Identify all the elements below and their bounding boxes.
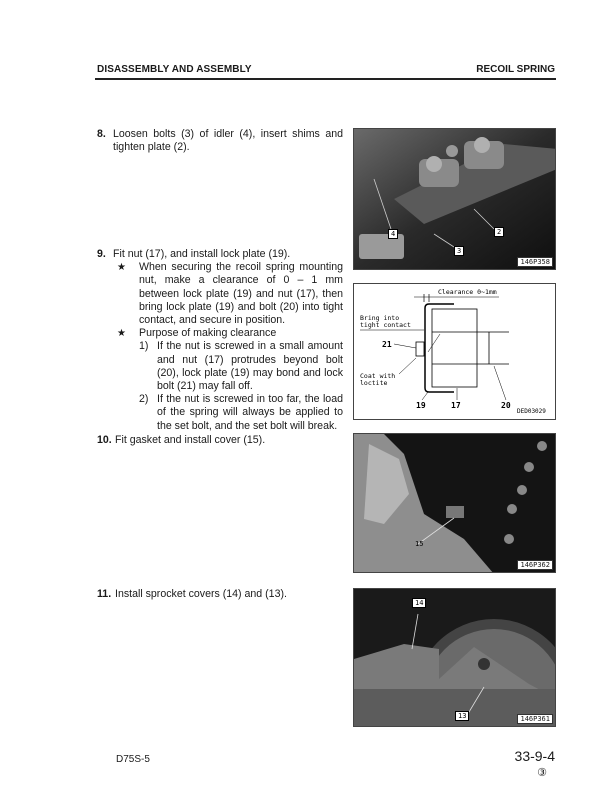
coat-annotation-2: loctite: [360, 379, 388, 387]
note: [97, 261, 343, 327]
step-text: Install sprocket covers (14) and (13).: [115, 588, 287, 600]
figure-id: DED03029: [517, 408, 546, 415]
item-text: If the nut is screwed in a small amount and nut (17) protrudes beyond bolt (20), lock plate (19) may bond and lock bolt (21) may fall off.: [157, 340, 343, 393]
step-8: [97, 128, 347, 154]
header-section: DISASSEMBLY AND ASSEMBLY: [97, 64, 252, 75]
clearance-annotation: Clearance 0~1mm: [438, 288, 497, 296]
footer-page-number: 33-9-4: [514, 748, 555, 764]
part-label: 4: [388, 229, 398, 239]
part-19: 19: [416, 401, 426, 410]
figure-id: 146P358: [517, 257, 553, 267]
photo-sprocket-image: [354, 589, 556, 727]
bring-annotation-2: tight contact: [360, 321, 411, 329]
star-icon: ★: [117, 328, 126, 340]
part-label: 15: [415, 540, 424, 548]
step-9: [97, 248, 347, 432]
step-text: Loosen bolts (3) of idler (4), insert shims and tighten plate (2).: [113, 128, 343, 154]
figure-diagram-clearance: [353, 283, 556, 420]
figure-photo-sprocket: [353, 588, 556, 727]
step-number: 9.: [97, 248, 106, 260]
part-label: 14: [412, 598, 426, 608]
photo-cover-image: [354, 434, 556, 573]
part-label: 13: [455, 711, 469, 721]
step-number: 10.: [97, 434, 112, 446]
step-11: [97, 588, 347, 601]
step-text: Fit nut (17), and install lock plate (19).: [113, 248, 291, 260]
clearance-diagram: [354, 284, 556, 420]
step-number: 8.: [97, 128, 106, 140]
footer-model: D75S-5: [116, 754, 150, 765]
footer-revision: ③: [537, 767, 547, 779]
step-10: [97, 434, 347, 447]
figure-id: 146P362: [517, 560, 553, 570]
part-label: 2: [494, 227, 504, 237]
part-21: 21: [382, 340, 392, 349]
header-rule: [95, 78, 556, 80]
figure-photo-cover: [353, 433, 556, 573]
part-20: 20: [501, 401, 511, 410]
bring-annotation-1: Bring into: [360, 314, 400, 322]
note-item: [139, 393, 343, 433]
part-17: 17: [451, 401, 461, 410]
item-number: 2): [139, 393, 149, 406]
note-text: When securing the recoil spring mounting nut, make a clearance of 0 – 1 mm between lock plate (19) and nut (17), then bring lock plate (19) and bolt (20) into tight contact, and secure in position.: [139, 261, 343, 327]
star-icon: ★: [117, 262, 126, 274]
step-text: Fit gasket and install cover (15).: [115, 434, 266, 446]
note-item: [139, 340, 343, 393]
item-text: If the nut is screwed in too far, the load of the spring will always be applied to the set bolt, and the set bolt will break.: [157, 393, 343, 432]
note-text: Purpose of making clearance: [139, 327, 277, 340]
step-number: 11.: [97, 588, 112, 600]
header-topic: RECOIL SPRING: [476, 64, 555, 75]
figure-photo-idler: [353, 128, 556, 270]
coat-annotation-1: Coat with: [360, 372, 396, 380]
part-label: 3: [454, 246, 464, 256]
item-number: 1): [139, 340, 149, 353]
step-body: [113, 248, 343, 433]
note: [97, 327, 343, 433]
figure-id: 146P361: [517, 714, 553, 724]
